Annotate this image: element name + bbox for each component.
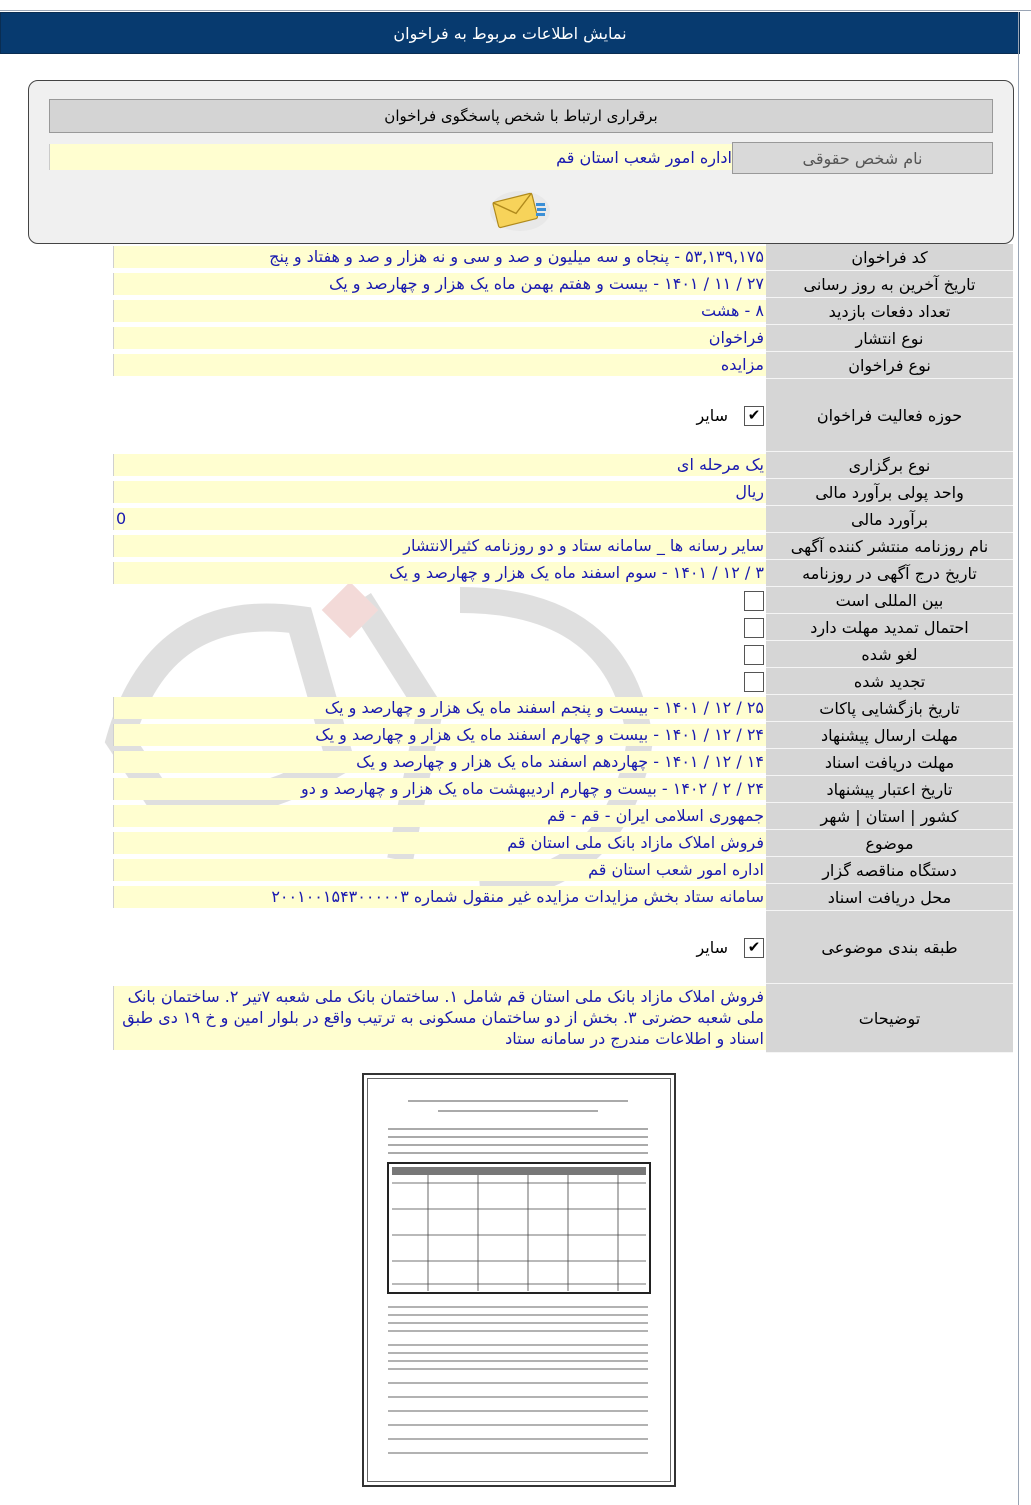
row-international <box>113 587 1013 614</box>
row-visits <box>113 298 1013 325</box>
label-docs-location: محل دریافت اسناد <box>766 884 1013 911</box>
label-renewed: تجدید شده <box>766 668 1013 695</box>
value-visits: ۸ - هشت <box>113 300 766 322</box>
label-newspaper: نام روزنامه منتشر کننده آگهی <box>766 533 1013 560</box>
label-currency: واحد پولی برآورد مالی <box>766 479 1013 506</box>
row-ad-date <box>113 560 1013 587</box>
value-docs-deadline: ۱۴ / ۱۲ / ۱۴۰۱ - چهاردهم اسفند ماه یک هزار و چهارصد و یک <box>113 751 766 773</box>
row-subject <box>113 830 1013 857</box>
row-code <box>113 244 1013 271</box>
legal-person-value: اداره امور شعب استان قم <box>49 144 732 170</box>
value-subject: فروش املاک مازاد بانک ملی استان قم <box>113 832 766 854</box>
value-description: فروش املاک مازاد بانک ملی استان قم شامل ۱. ساختمان بانک ملی شعبه ۷تیر ۲. ساختمان بانک ملی شعبه حضرتی ۳. بخش از دو ساختمان مسکونی به ترتیب واقع در بلوار امین و خ ۱۹ دی طبق اسناد و اطلاعات مندرج در سامانه ستاد <box>113 986 766 1050</box>
label-activity-field: حوزه فعالیت فراخوان <box>766 379 1013 452</box>
international-checkbox[interactable] <box>744 591 764 611</box>
cancelled-checkbox[interactable] <box>744 645 764 665</box>
label-docs-deadline: مهلت دریافت اسناد <box>766 749 1013 776</box>
label-submit-deadline: مهلت ارسال پیشنهاد <box>766 722 1013 749</box>
label-last-update: تاریخ آخرین به روز رسانی <box>766 271 1013 298</box>
checkmark-icon: ✔ <box>747 938 761 956</box>
page-title: نمایش اطلاعات مربوط به فراخوان <box>393 23 627 43</box>
value-organizer: اداره امور شعب استان قم <box>113 859 766 881</box>
activity-field-checkbox[interactable] <box>744 406 764 426</box>
label-publish-type: نوع انتشار <box>766 325 1013 352</box>
label-international: بین المللی است <box>766 587 1013 614</box>
row-location <box>113 803 1013 830</box>
value-publish-type: فراخوان <box>113 327 766 349</box>
row-opening-date <box>113 695 1013 722</box>
checkmark-icon: ✔ <box>747 406 761 424</box>
row-docs-deadline <box>113 749 1013 776</box>
value-docs-location: سامانه ستاد بخش مزایدات مزایده غیر منقول شماره ۲۰۰۱۰۰۱۵۴۳۰۰۰۰۰۳ <box>113 886 766 908</box>
row-extension <box>113 614 1013 641</box>
auction-notice-image[interactable] <box>362 1073 676 1487</box>
value-opening-date: ۲۵ / ۱۲ / ۱۴۰۱ - بیست و پنجم اسفند ماه یک هزار و چهارصد و یک <box>113 697 766 719</box>
row-currency <box>113 479 1013 506</box>
value-validity: ۲۴ / ۲ / ۱۴۰۲ - بیست و چهارم اردیبهشت ماه یک هزار و چهارصد و دو <box>113 778 766 800</box>
value-estimate: 0 <box>113 508 766 530</box>
value-newspaper: سایر رسانه ها _ سامانه ستاد و دو روزنامه کثیرالانتشار <box>113 535 766 557</box>
row-organizer <box>113 857 1013 884</box>
value-ad-date: ۳ / ۱۲ / ۱۴۰۱ - سوم اسفند ماه یک هزار و چهارصد و یک <box>113 562 766 584</box>
activity-field-check-label: سایر <box>696 406 728 425</box>
row-description <box>113 984 1013 1053</box>
label-opening-date: تاریخ بازگشایی پاکات <box>766 695 1013 722</box>
contact-title: برقراری ارتباط با شخص پاسخگوی فراخوان <box>49 99 993 133</box>
row-estimate <box>113 506 1013 533</box>
contact-panel <box>28 80 1014 244</box>
label-ad-date: تاریخ درج آگهی در روزنامه <box>766 560 1013 587</box>
value-submit-deadline: ۲۴ / ۱۲ / ۱۴۰۱ - بیست و چهارم اسفند ماه یک هزار و چهارصد و یک <box>113 724 766 746</box>
row-publish-type <box>113 325 1013 352</box>
label-call-type: نوع فراخوان <box>766 352 1013 379</box>
value-currency: ریال <box>113 481 766 503</box>
extension-checkbox[interactable] <box>744 618 764 638</box>
category-check-label: سایر <box>696 938 728 957</box>
category-checkbox[interactable] <box>744 938 764 958</box>
scrollbar[interactable] <box>1018 12 1031 1505</box>
row-validity <box>113 776 1013 803</box>
envelope-icon[interactable] <box>487 185 553 233</box>
label-validity: تاریخ اعتبار پیشنهاد <box>766 776 1013 803</box>
label-visits: تعداد دفعات بازدید <box>766 298 1013 325</box>
legal-person-label: نام شخص حقوقی <box>732 142 993 174</box>
label-holding-type: نوع برگزاری <box>766 452 1013 479</box>
document-scan-preview <box>368 1079 668 1479</box>
label-extension: احتمال تمدید مهلت دارد <box>766 614 1013 641</box>
label-cancelled: لغو شده <box>766 641 1013 668</box>
top-border <box>0 0 1031 11</box>
label-code: کد فراخوان <box>766 244 1013 271</box>
label-organizer: دستگاه مناقصه گزار <box>766 857 1013 884</box>
details-grid <box>113 244 1013 1053</box>
value-holding-type: یک مرحله ای <box>113 454 766 476</box>
row-submit-deadline <box>113 722 1013 749</box>
renewed-checkbox[interactable] <box>744 672 764 692</box>
row-docs-location <box>113 884 1013 911</box>
row-category <box>113 911 1013 984</box>
value-code: ۵۳,۱۳۹,۱۷۵ - پنجاه و سه میلیون و صد و سی و نه هزار و صد و هفتاد و پنج <box>113 246 766 268</box>
row-holding-type <box>113 452 1013 479</box>
page-header <box>0 12 1020 54</box>
value-location: جمهوری اسلامی ایران - قم - قم <box>113 805 766 827</box>
label-category: طبقه بندی موضوعی <box>766 911 1013 984</box>
label-location: کشور | استان | شهر <box>766 803 1013 830</box>
label-description: توضیحات <box>766 984 1013 1053</box>
value-last-update: ۲۷ / ۱۱ / ۱۴۰۱ - بیست و هفتم بهمن ماه یک هزار و چهارصد و یک <box>113 273 766 295</box>
row-newspaper <box>113 533 1013 560</box>
value-call-type: مزایده <box>113 354 766 376</box>
row-cancelled <box>113 641 1013 668</box>
row-renewed <box>113 668 1013 695</box>
label-subject: موضوع <box>766 830 1013 857</box>
label-estimate: برآورد مالی <box>766 506 1013 533</box>
row-activity-field <box>113 379 1013 452</box>
row-call-type <box>113 352 1013 379</box>
row-last-update <box>113 271 1013 298</box>
